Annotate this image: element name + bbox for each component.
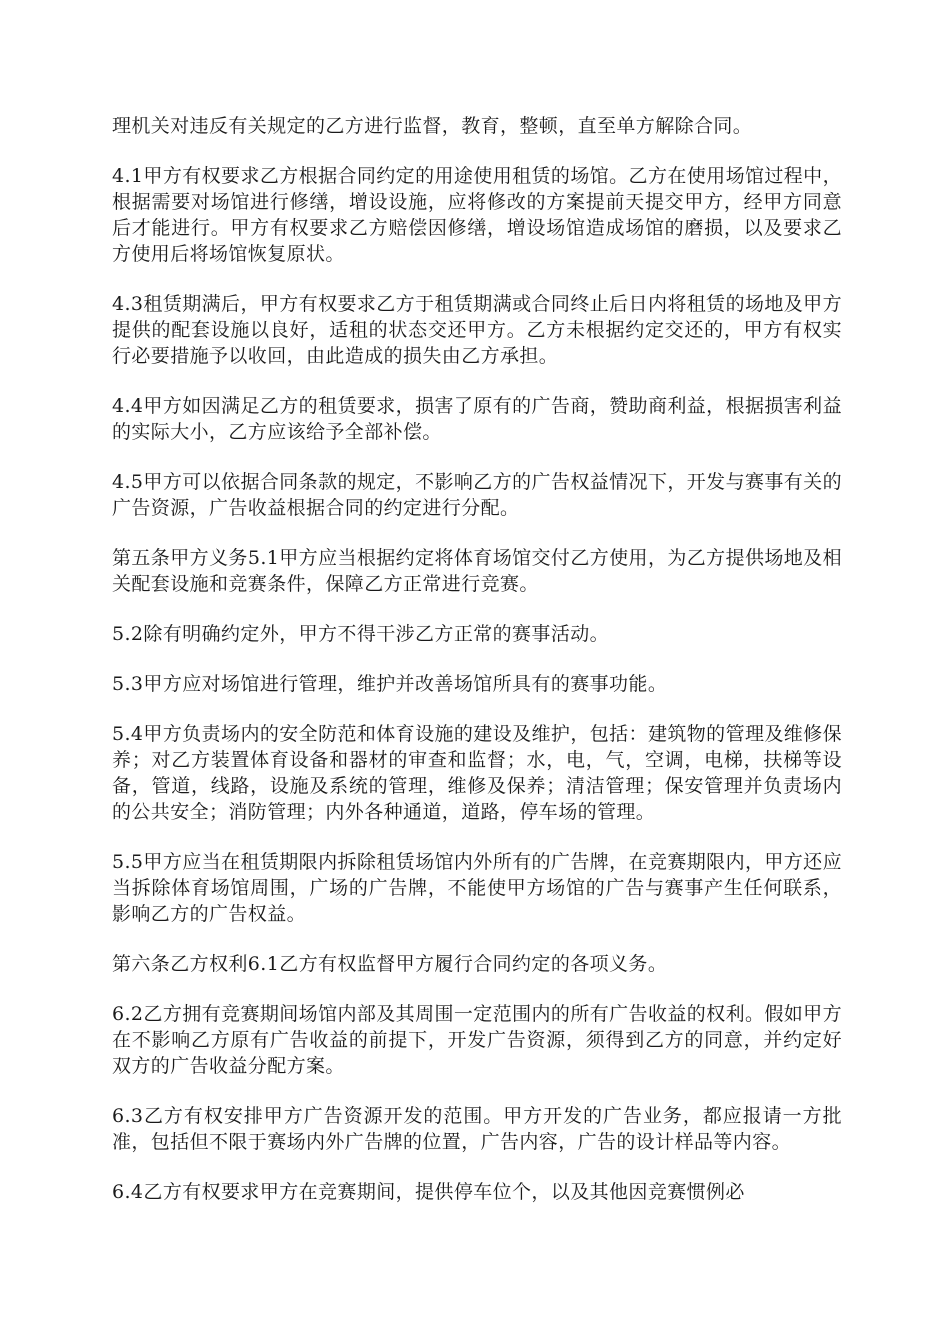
paragraph-5-2: 5.2除有明确约定外，甲方不得干涉乙方正常的赛事活动。: [112, 623, 610, 645]
paragraph-4-4: 4.4甲方如因满足乙方的租赁要求，损害了原有的广告商，赞助商利益，根据损害利益的实际大小，乙方应该给予全部补偿。: [112, 395, 842, 443]
paragraph-4-5: 4.5甲方可以依据合同条款的规定，不影响乙方的广告权益情况下，开发与赛事有关的广告资源，广告收益根据合同的约定进行分配。: [112, 471, 842, 519]
paragraph-4-1: 4.1甲方有权要求乙方根据合同约定的用途使用租赁的场馆。乙方在使用场馆过程中，根据需要对场馆进行修缮，增设设施，应将修改的方案提前天提交甲方，经甲方同意后才能进行。甲方有权要求乙方赔偿因修缮，增设场馆造成场馆的磨损，以及要求乙方使用后将场馆恢复原状。: [112, 165, 842, 265]
paragraph-4-3: 4.3租赁期满后，甲方有权要求乙方于租赁期满或合同终止后日内将租赁的场地及甲方提供的配套设施以良好，适租的状态交还甲方。乙方未根据约定交还的，甲方有权实行必要措施予以收回，由此造成的损失由乙方承担。: [112, 293, 842, 367]
paragraph-6-3: 6.3乙方有权安排甲方广告资源开发的范围。甲方开发的广告业务，都应报请一方批准，包括但不限于赛场内外广告牌的位置，广告内容，广告的设计样品等内容。: [112, 1105, 842, 1153]
paragraph-article-6-6-1: 第六条乙方权利6.1乙方有权监督甲方履行合同约定的各项义务。: [112, 953, 668, 975]
paragraph-termination-clause: 理机关对违反有关规定的乙方进行监督，教育，整顿，直至单方解除合同。: [112, 115, 753, 137]
paragraph-6-4: 6.4乙方有权要求甲方在竞赛期间，提供停车位个，以及其他因竞赛惯例必: [112, 1181, 745, 1203]
paragraph-6-2: 6.2乙方拥有竞赛期间场馆内部及其周围一定范围内的所有广告收益的权利。假如甲方在不影响乙方原有广告收益的前提下，开发广告资源，须得到乙方的同意，并约定好双方的广告收益分配方案。: [112, 1003, 842, 1077]
paragraph-article-5-5-1: 第五条甲方义务5.1甲方应当根据约定将体育场馆交付乙方使用，为乙方提供场地及相关配套设施和竞赛条件，保障乙方正常进行竞赛。: [112, 547, 842, 595]
document-body: [112, 113, 842, 1229]
paragraph-5-5: 5.5甲方应当在租赁期限内拆除租赁场馆内外所有的广告牌，在竞赛期限内，甲方还应当拆除体育场馆周围，广场的广告牌，不能使甲方场馆的广告与赛事产生任何联系，影响乙方的广告权益。: [112, 851, 842, 925]
paragraph-5-4: 5.4甲方负责场内的安全防范和体育设施的建设及维护，包括：建筑物的管理及维修保养；对乙方装置体育设备和器材的审查和监督；水，电，气，空调，电梯，扶梯等设备，管道，线路，设施及系统的管理，维修及保养；清洁管理；保安管理并负责场内的公共安全；消防管理；内外各种通道，道路，停车场的管理。: [112, 723, 842, 823]
paragraph-5-3: 5.3甲方应对场馆进行管理，维护并改善场馆所具有的赛事功能。: [112, 673, 668, 695]
